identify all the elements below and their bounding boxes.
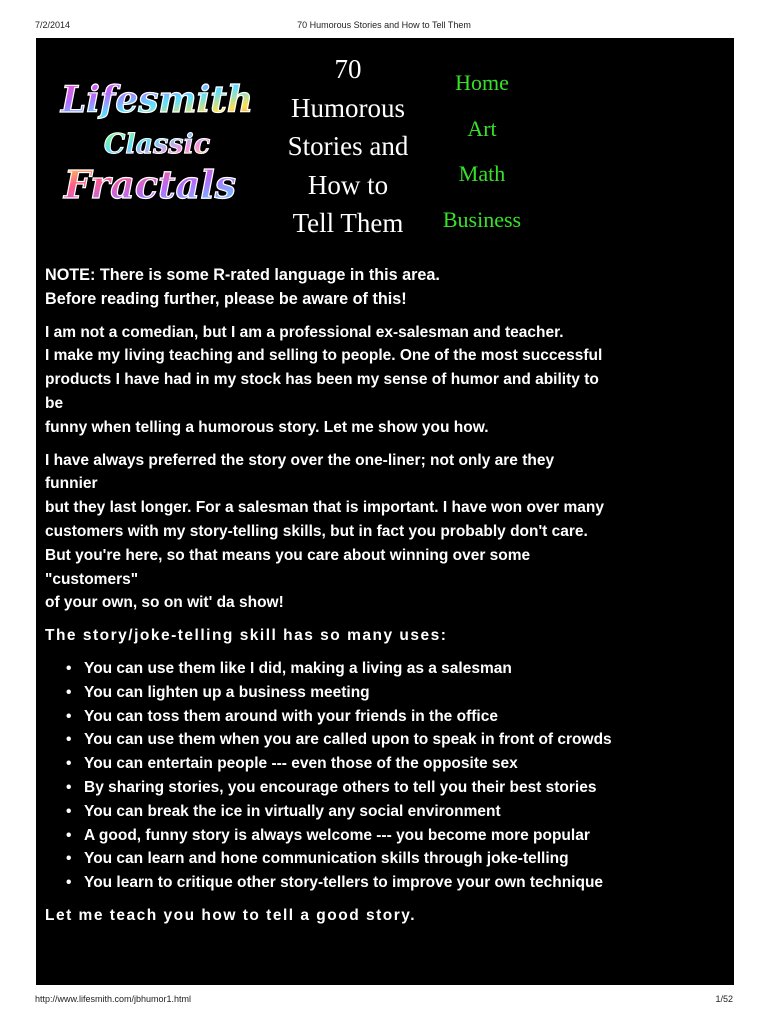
intro-line: I make my living teaching and selling to people. One of the most successful [45, 347, 603, 365]
preference-line: but they last longer. For a salesman that is important. I have won over many [45, 499, 604, 517]
print-date: 7/2/2014 [35, 20, 71, 30]
page-title [264, 50, 432, 243]
note-line: Before reading further, please be aware of this! [45, 289, 407, 308]
intro-paragraph [45, 321, 729, 440]
nav-link-home[interactable]: Home [455, 70, 509, 95]
nav-link-art[interactable]: Art [467, 115, 497, 141]
preference-line: "customers" [45, 570, 139, 588]
list-item: • You can toss them around with your friends in the office [45, 705, 729, 729]
list-item: • A good, funny story is always welcome --- you become more popular [45, 824, 729, 848]
list-item: • You learn to critique other story-tellers to improve your own technique [45, 871, 729, 895]
preference-paragraph [45, 449, 729, 616]
preference-line: customers with my story-telling skills, but in fact you probably don't care. [45, 522, 588, 540]
nav-link-math[interactable]: Math [458, 161, 506, 186]
list-item: • You can use them like I did, making a living as a salesman [45, 657, 729, 681]
list-item: • You can learn and hone communication skills through joke-telling [45, 847, 729, 871]
title-line: Tell Them [292, 208, 404, 238]
intro-line: products I have had in my stock has been my sense of humor and ability to [45, 371, 599, 389]
print-footer [35, 994, 733, 1006]
uses-heading: The story/joke-telling skill has so many uses: [45, 627, 448, 645]
preference-line: funnier [45, 475, 98, 493]
title-line: How to [307, 169, 389, 200]
warning-note [45, 264, 729, 312]
intro-line: I am not a comedian, but I am a professional ex-salesman and teacher. [45, 323, 564, 341]
uses-list [45, 657, 729, 895]
list-item: • By sharing stories, you encourage others to tell you their best stories [45, 776, 729, 800]
list-item: • You can entertain people --- even those of the opposite sex [45, 752, 729, 776]
preference-line: I have always preferred the story over the one-liner; not only are they [45, 451, 555, 469]
list-item: • You can lighten up a business meeting [45, 681, 729, 705]
list-item: • You can use them when you are called upon to speak in front of crowds [45, 728, 729, 752]
print-header [35, 20, 733, 32]
nav-link-business[interactable]: Business [442, 206, 522, 232]
title-line: Humorous [291, 92, 405, 123]
logo-line2: Classic [103, 129, 211, 160]
title-line: 70 [334, 54, 362, 84]
logo-line3: Fractals [63, 162, 237, 207]
closing-line: Let me teach you how to tell a good story. [45, 906, 417, 924]
site-nav [432, 60, 532, 242]
list-item: • You can break the ice in virtually any social environment [45, 800, 729, 824]
print-page-number: 1/52 [715, 994, 733, 1004]
print-url: http://www.lifesmith.com/jbhumor1.html [35, 994, 192, 1004]
lifesmith-logo[interactable] [52, 78, 262, 218]
intro-line: funny when telling a humorous story. Let me show you how. [45, 418, 489, 436]
logo-graphic [52, 78, 262, 218]
note-line: NOTE: There is some R-rated language in this area. [45, 266, 440, 284]
preference-line: But you're here, so that means you care about winning over some [45, 546, 531, 564]
page-panel [36, 38, 734, 985]
print-doc-title: 70 Humorous Stories and How to Tell Them [297, 20, 471, 30]
title-line: Stories and [287, 131, 409, 161]
article-body [45, 264, 729, 928]
preference-line: of your own, so on wit' da show! [45, 594, 284, 612]
logo-line1: Lifesmith [60, 79, 254, 121]
intro-line: be [45, 394, 64, 412]
